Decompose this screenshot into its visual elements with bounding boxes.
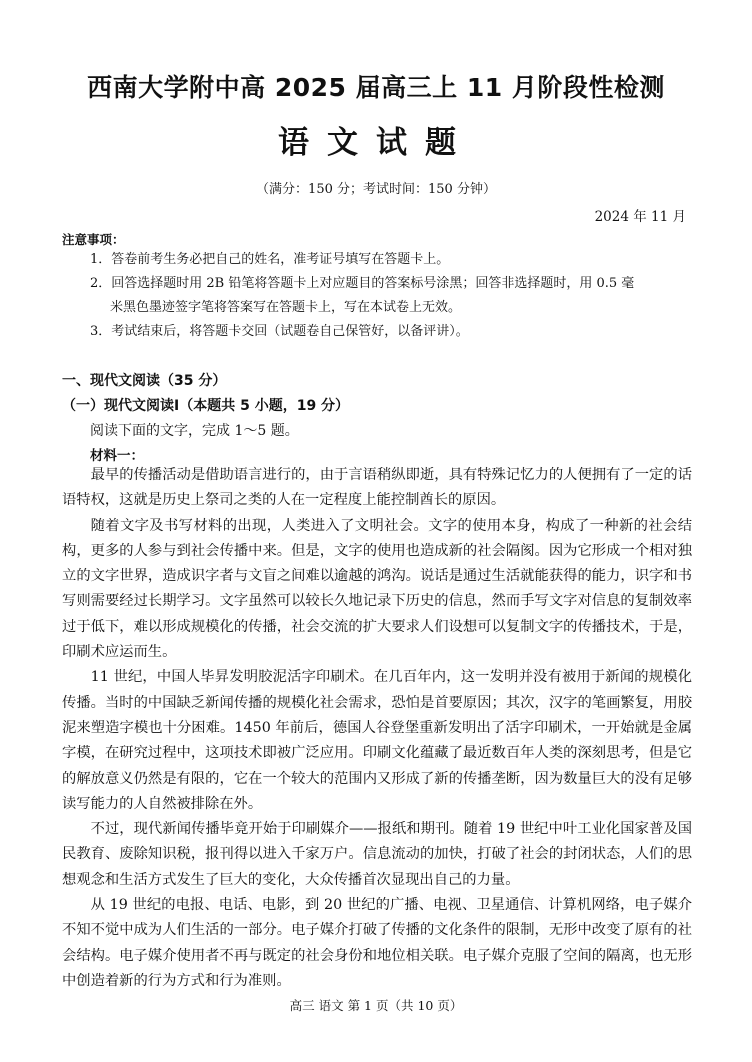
notice-heading: 注意事项： xyxy=(62,232,125,247)
paragraph: 11 世纪，中国人毕昇发明胶泥活字印刷术。在几百年内，这一发明并没有被用于新闻的规模化传播。当时的中国缺乏新闻传播的规模化社会需求，恐怕是首要原因；其次，汉字的笔画繁复，用胶泥来塑造字模也十分困难。1450 年前后，德国人谷登堡重新发明出了活字印刷术，一开始就是金属字模，在研究过程中，这项技术即被广泛应用。印刷文化蕴藏了最近数百年人类的深刻思考，但是它的解放意义仍然是有限的，它在一个较大的范围内又形成了新的传播垄断，因为数量巨大的没有足够读写能力的人自然被排除在外。 xyxy=(62,669,692,812)
page-footer: 高三 语文 第 1 页（共 10 页） xyxy=(289,998,463,1013)
paragraph: 从 19 世纪的电报、电话、电影，到 20 世纪的广播、电视、卫星通信、计算机网络，电子媒介不知不觉中成为人们生活的一部分。电子媒介打破了传播的文化条件的限制，无形中改变了原有的社会结构。电子媒介使用者不再与既定的社会身份和地位相关联。电子媒介克服了空间的隔离，也无形中创造着新的行为方式和行为准则。 xyxy=(62,897,692,989)
exam-date: 2024 年 11 月 xyxy=(594,209,686,225)
notice-item: 3．考试结束后，将答题卡交回（试题卷自己保管好，以备评讲）。 xyxy=(90,324,469,339)
material-label: 材料一： xyxy=(90,448,144,464)
notice-item: 1．答卷前考生务必把自己的姓名，准考证号填写在答题卡上。 xyxy=(90,252,450,267)
section-heading: 一、现代文阅读（35 分） xyxy=(62,373,227,389)
reading-passage xyxy=(62,463,692,994)
subsection-heading: （一）现代文阅读I（本题共 5 小题，19 分） xyxy=(62,398,350,414)
notice-item-line: 2．回答选择题时用 2B 铅笔将答题卡上对应题目的答案标号涂黑；回答非选择题时，用 0.5 毫 xyxy=(90,276,635,291)
notice-item xyxy=(90,272,690,320)
paragraph: 不过，现代新闻传播毕竟开始于印刷媒介——报纸和期刊。随着 19 世纪中叶工业化国家普及国民教育、废除知识税，报刊得以进入千家万户。信息流动的加快，打破了社会的封闭状态，人们的思想观念和生活方式发生了巨大的变化，大众传播首次显现出自己的力量。 xyxy=(62,821,692,888)
subject-title: 语文试题 xyxy=(278,125,474,161)
exam-title: 西南大学附中高 2025 届高三上 11 月阶段性检测 xyxy=(87,73,665,102)
exam-meta: （满分：150 分；考试时间：150 分钟） xyxy=(256,182,496,197)
paragraph: 随着文字及书写材料的出现，人类进入了文明社会。文字的使用本身，构成了一种新的社会结构，更多的人参与到社会传播中来。但是，文字的使用也造成新的社会隔阂。因为它形成一个相对独立的文字世界，造成识字者与文盲之间难以逾越的鸿沟。说话是通过生活就能获得的能力，识字和书写则需要经过长期学习。文字虽然可以较长久地记录下历史的信息，然而手写文字对信息的复制效率过于低下，难以形成规模化的传播，社会交流的扩大要求人们设想可以复制文字的传播技术，于是，印刷术应运而生。 xyxy=(62,517,692,661)
instruction: 阅读下面的文字，完成 1～5 题。 xyxy=(90,423,299,439)
paragraph: 最早的传播活动是借助语言进行的，由于言语稍纵即逝，具有特殊记忆力的人便拥有了一定的话语特权，这就是历史上祭司之类的人在一定程度上能控制酋长的原因。 xyxy=(62,467,692,509)
notice-item-line: 米黑色墨迹签字笔将答案写在答题卡上，写在本试卷上无效。 xyxy=(110,300,462,315)
